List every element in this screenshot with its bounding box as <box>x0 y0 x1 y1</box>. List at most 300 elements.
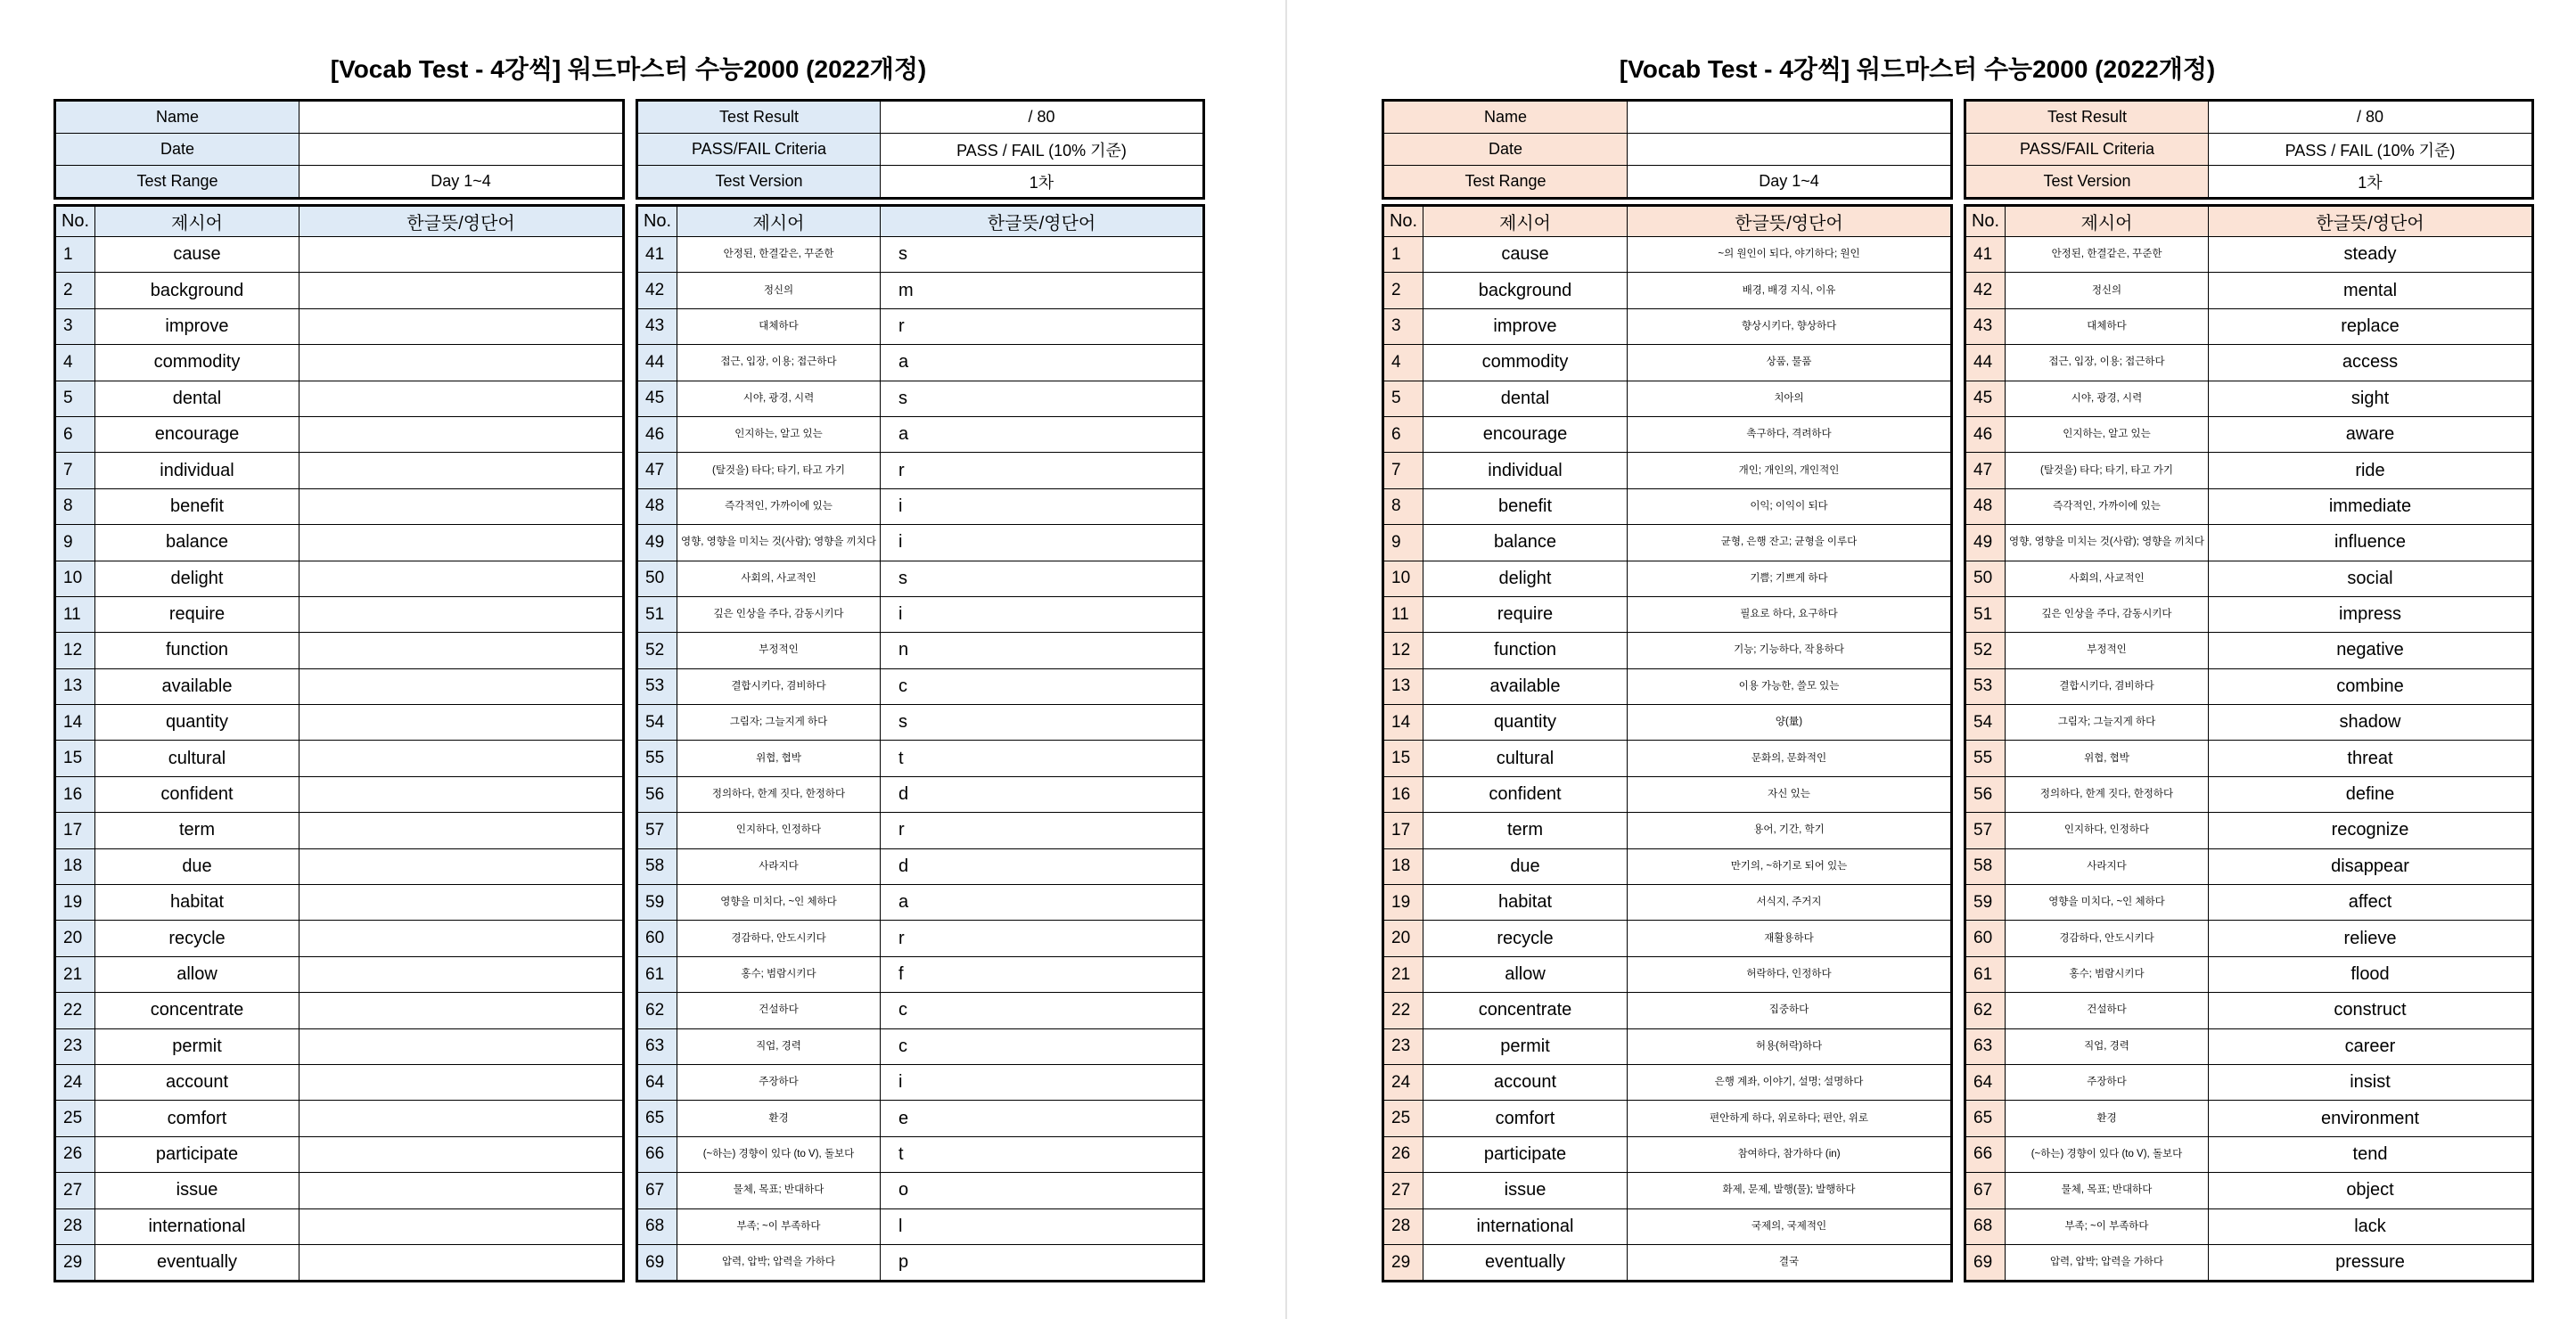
answer-field-hint[interactable]: s <box>881 561 1204 596</box>
table-row <box>55 921 624 956</box>
answer-field[interactable] <box>299 993 624 1028</box>
row-number: 55 <box>1965 741 2006 776</box>
row-number: 22 <box>1383 993 1423 1028</box>
headword: dental <box>95 381 299 416</box>
meaning-answer: 허락하다, 인정하다 <box>1628 956 1952 992</box>
headword: habitat <box>1423 885 1628 921</box>
criteria-label: PASS/FAIL Criteria <box>1965 134 2209 166</box>
table-row <box>637 596 1204 632</box>
word-answer: impress <box>2209 596 2533 632</box>
table-row <box>55 633 624 668</box>
answer-field[interactable] <box>299 1064 624 1100</box>
answer-field-hint[interactable]: s <box>881 381 1204 416</box>
table-row <box>1965 848 2533 884</box>
headword: confident <box>95 776 299 812</box>
meaning-answer: 참여하다, 참가하다 (in) <box>1628 1136 1952 1172</box>
table-row <box>1965 1208 2533 1244</box>
row-number: 56 <box>637 776 677 812</box>
row-number: 45 <box>1965 381 2006 416</box>
table-row <box>637 776 1204 812</box>
row-number: 62 <box>1965 993 2006 1028</box>
table-row <box>1965 1064 2533 1100</box>
student-info-table <box>1382 99 1953 200</box>
answer-field[interactable] <box>299 848 624 884</box>
table-row <box>637 848 1204 884</box>
row-number: 58 <box>637 848 677 884</box>
criteria-value: PASS / FAIL (10% 기준) <box>881 134 1204 166</box>
headword: habitat <box>95 885 299 921</box>
column-header-row <box>1383 206 1952 237</box>
row-number: 53 <box>637 668 677 704</box>
meaning-answer: 서식지, 주거지 <box>1628 885 1952 921</box>
headword: issue <box>1423 1173 1628 1208</box>
name-field[interactable] <box>1628 101 1952 134</box>
headword: background <box>1423 273 1628 308</box>
meaning-prompt: 안정된, 한결같은, 꾸준한 <box>2006 237 2209 273</box>
answer-field[interactable] <box>299 885 624 921</box>
row-number: 12 <box>55 633 95 668</box>
word-answer: access <box>2209 345 2533 381</box>
table-row <box>1965 921 2533 956</box>
table-row <box>1965 1028 2533 1064</box>
row-number: 51 <box>1965 596 2006 632</box>
column-header-headword: 제시어 <box>1423 206 1628 237</box>
answer-field-hint[interactable]: p <box>881 1244 1204 1281</box>
meaning-answer: ~의 원인이 되다, 야기하다; 원인 <box>1628 237 1952 273</box>
meaning-prompt: 물체, 목표; 반대하다 <box>2006 1173 2209 1208</box>
answer-field-hint[interactable]: c <box>881 993 1204 1028</box>
table-row <box>637 668 1204 704</box>
table-row <box>55 813 624 848</box>
word-answer: pressure <box>2209 1244 2533 1281</box>
answer-field-hint[interactable]: d <box>881 848 1204 884</box>
meaning-prompt: 정신의 <box>677 273 881 308</box>
table-row <box>55 705 624 741</box>
row-number: 2 <box>55 273 95 308</box>
table-row <box>1383 1064 1952 1100</box>
answer-field-hint[interactable]: l <box>881 1208 1204 1244</box>
row-number: 18 <box>1383 848 1423 884</box>
answer-field-hint[interactable]: s <box>881 705 1204 741</box>
answer-field-hint[interactable]: f <box>881 956 1204 992</box>
table-row <box>1965 561 2533 596</box>
meaning-prompt: (~하는) 경향이 있다 (to V), 돌보다 <box>677 1136 881 1172</box>
word-answer: ride <box>2209 453 2533 488</box>
table-row <box>1965 596 2533 632</box>
table-row <box>1965 633 2533 668</box>
word-answer: career <box>2209 1028 2533 1064</box>
meaning-answer: 필요로 하다, 요구하다 <box>1628 596 1952 632</box>
headword: encourage <box>1423 416 1628 452</box>
row-number: 42 <box>1965 273 2006 308</box>
name-label: Name <box>1383 101 1628 134</box>
table-row <box>1965 668 2533 704</box>
row-number: 49 <box>1965 525 2006 561</box>
row-number: 57 <box>637 813 677 848</box>
row-number: 43 <box>637 308 677 344</box>
answer-field-hint[interactable]: o <box>881 1173 1204 1208</box>
answer-field-hint[interactable]: t <box>881 741 1204 776</box>
table-row <box>55 1028 624 1064</box>
answer-field-hint[interactable]: a <box>881 416 1204 452</box>
table-row <box>637 1136 1204 1172</box>
word-answer: sight <box>2209 381 2533 416</box>
row-number: 9 <box>55 525 95 561</box>
row-number: 10 <box>55 561 95 596</box>
meaning-prompt: 주장하다 <box>2006 1064 2209 1100</box>
answer-field-hint[interactable]: e <box>881 1101 1204 1136</box>
date-field[interactable] <box>1628 134 1952 166</box>
headword: account <box>1423 1064 1628 1100</box>
column-header-row <box>637 206 1204 237</box>
row-number: 28 <box>1383 1208 1423 1244</box>
row-number: 29 <box>55 1244 95 1281</box>
row-number: 59 <box>1965 885 2006 921</box>
meaning-prompt: 영향을 미치다, ~인 체하다 <box>677 885 881 921</box>
meaning-answer: 편안하게 하다, 위로하다; 편안, 위로 <box>1628 1101 1952 1136</box>
meaning-prompt: 인지하는, 알고 있는 <box>2006 416 2209 452</box>
row-number: 47 <box>637 453 677 488</box>
headword: international <box>95 1208 299 1244</box>
table-row <box>637 308 1204 344</box>
version-label: Test Version <box>1965 166 2209 199</box>
answer-field-hint[interactable]: d <box>881 776 1204 812</box>
answer-field[interactable] <box>299 416 624 452</box>
meaning-answer: 개인; 개인의, 개인적인 <box>1628 453 1952 488</box>
answer-field[interactable] <box>299 345 624 381</box>
row-number: 18 <box>55 848 95 884</box>
table-row <box>1965 237 2533 273</box>
answer-field-hint[interactable]: r <box>881 308 1204 344</box>
headword: recycle <box>1423 921 1628 956</box>
row-number: 2 <box>1383 273 1423 308</box>
answer-field-hint[interactable]: i <box>881 488 1204 524</box>
row-number: 6 <box>1383 416 1423 452</box>
criteria-value: PASS / FAIL (10% 기준) <box>2209 134 2533 166</box>
answer-field[interactable] <box>299 596 624 632</box>
headword: require <box>95 596 299 632</box>
table-row <box>1383 633 1952 668</box>
answer-field-hint[interactable]: c <box>881 668 1204 704</box>
table-row <box>55 848 624 884</box>
table-row <box>637 1028 1204 1064</box>
column-header-answer: 한글뜻/영단어 <box>2209 206 2533 237</box>
answer-field[interactable] <box>299 705 624 741</box>
headword: commodity <box>95 345 299 381</box>
answer-field[interactable] <box>299 1101 624 1136</box>
column-header-no: No. <box>1965 206 2006 237</box>
answer-field-hint[interactable]: i <box>881 596 1204 632</box>
row-number: 61 <box>637 956 677 992</box>
answer-field[interactable] <box>299 525 624 561</box>
answer-field[interactable] <box>299 308 624 344</box>
meaning-prompt: 정신의 <box>2006 273 2209 308</box>
word-answer: construct <box>2209 993 2533 1028</box>
headword: term <box>95 813 299 848</box>
table-row <box>1383 488 1952 524</box>
headword: function <box>95 633 299 668</box>
row-number: 59 <box>637 885 677 921</box>
answer-field-hint[interactable]: a <box>881 885 1204 921</box>
row-number: 20 <box>55 921 95 956</box>
meaning-prompt: 홍수; 범람시키다 <box>677 956 881 992</box>
meaning-answer: 이용 가능한, 쓸모 있는 <box>1628 668 1952 704</box>
headword: account <box>95 1064 299 1100</box>
column-header-answer: 한글뜻/영단어 <box>1628 206 1952 237</box>
headword: confident <box>1423 776 1628 812</box>
table-row <box>55 993 624 1028</box>
meaning-answer: 문화의, 문화적인 <box>1628 741 1952 776</box>
table-row <box>1383 668 1952 704</box>
row-number: 13 <box>1383 668 1423 704</box>
headword: participate <box>1423 1136 1628 1172</box>
answer-field[interactable] <box>299 1173 624 1208</box>
answer-field-hint[interactable]: a <box>881 345 1204 381</box>
table-row <box>1965 273 2533 308</box>
table-row <box>637 1208 1204 1244</box>
table-row <box>55 237 624 273</box>
row-number: 16 <box>55 776 95 812</box>
criteria-label: PASS/FAIL Criteria <box>637 134 881 166</box>
word-answer: define <box>2209 776 2533 812</box>
table-row <box>1383 993 1952 1028</box>
meaning-prompt: 인지하다, 인정하다 <box>2006 813 2209 848</box>
word-answer: relieve <box>2209 921 2533 956</box>
table-row <box>1383 848 1952 884</box>
row-number: 11 <box>1383 596 1423 632</box>
row-number: 3 <box>55 308 95 344</box>
row-number: 47 <box>1965 453 2006 488</box>
answer-field[interactable] <box>299 956 624 992</box>
row-number: 41 <box>637 237 677 273</box>
date-label: Date <box>1383 134 1628 166</box>
table-row <box>55 453 624 488</box>
name-label: Name <box>55 101 299 134</box>
table-row <box>55 416 624 452</box>
word-table-left <box>53 204 625 1282</box>
answer-field[interactable] <box>299 561 624 596</box>
answer-field[interactable] <box>299 453 624 488</box>
table-row <box>55 273 624 308</box>
answer-field-hint[interactable]: r <box>881 921 1204 956</box>
row-number: 23 <box>55 1028 95 1064</box>
headword: due <box>95 848 299 884</box>
headword: concentrate <box>95 993 299 1028</box>
table-row <box>1383 741 1952 776</box>
answer-field-hint[interactable]: i <box>881 525 1204 561</box>
answer-field-hint[interactable]: t <box>881 1136 1204 1172</box>
table-row <box>637 1064 1204 1100</box>
headword: quantity <box>95 705 299 741</box>
headword: concentrate <box>1423 993 1628 1028</box>
table-row <box>637 273 1204 308</box>
column-header-no: No. <box>637 206 677 237</box>
word-answer: disappear <box>2209 848 2533 884</box>
meaning-answer: 양(量) <box>1628 705 1952 741</box>
table-row <box>1965 453 2533 488</box>
result-info-table <box>636 99 1205 200</box>
column-header-no: No. <box>1383 206 1423 237</box>
row-number: 53 <box>1965 668 2006 704</box>
row-number: 29 <box>1383 1244 1423 1281</box>
headword: comfort <box>95 1101 299 1136</box>
answer-field[interactable] <box>299 776 624 812</box>
table-row <box>1383 1136 1952 1172</box>
answer-field[interactable] <box>299 1244 624 1281</box>
row-number: 51 <box>637 596 677 632</box>
meaning-prompt: 인지하는, 알고 있는 <box>677 416 881 452</box>
row-number: 46 <box>637 416 677 452</box>
answer-field-hint[interactable]: c <box>881 1028 1204 1064</box>
range-value: Day 1~4 <box>299 166 624 199</box>
meaning-answer: 용어, 기간, 학기 <box>1628 813 1952 848</box>
answer-field[interactable] <box>299 237 624 273</box>
table-row <box>637 381 1204 416</box>
row-number: 17 <box>55 813 95 848</box>
meaning-answer: 이익; 이익이 되다 <box>1628 488 1952 524</box>
table-row <box>55 561 624 596</box>
table-row <box>1383 705 1952 741</box>
answer-field-hint[interactable]: n <box>881 633 1204 668</box>
meaning-prompt: 그림자; 그늘지게 하다 <box>2006 705 2209 741</box>
table-row <box>1965 956 2533 992</box>
row-number: 60 <box>637 921 677 956</box>
row-number: 22 <box>55 993 95 1028</box>
table-row <box>637 237 1204 273</box>
row-number: 1 <box>1383 237 1423 273</box>
headword: balance <box>1423 525 1628 561</box>
meaning-answer: 기능; 기능하다, 작용하다 <box>1628 633 1952 668</box>
answer-field[interactable] <box>299 741 624 776</box>
column-header-answer: 한글뜻/영단어 <box>881 206 1204 237</box>
headword: allow <box>95 956 299 992</box>
meaning-prompt: 시야, 광경, 시력 <box>2006 381 2209 416</box>
result-label: Test Result <box>637 101 881 134</box>
answer-field[interactable] <box>299 1208 624 1244</box>
meaning-answer: 결국 <box>1628 1244 1952 1281</box>
row-number: 23 <box>1383 1028 1423 1064</box>
answer-field-hint[interactable]: r <box>881 813 1204 848</box>
answer-field-hint[interactable]: s <box>881 237 1204 273</box>
table-row <box>55 525 624 561</box>
table-row <box>1383 1208 1952 1244</box>
headword: allow <box>1423 956 1628 992</box>
headword: balance <box>95 525 299 561</box>
word-answer: replace <box>2209 308 2533 344</box>
answer-field[interactable] <box>299 488 624 524</box>
table-row <box>55 1064 624 1100</box>
table-row <box>1383 308 1952 344</box>
meaning-prompt: 정의하다, 한계 짓다, 한정하다 <box>677 776 881 812</box>
answer-field[interactable] <box>299 921 624 956</box>
table-row <box>637 705 1204 741</box>
table-row <box>55 668 624 704</box>
meaning-prompt: 환경 <box>677 1101 881 1136</box>
headword: permit <box>95 1028 299 1064</box>
row-number: 9 <box>1383 525 1423 561</box>
table-row <box>55 308 624 344</box>
row-number: 4 <box>1383 345 1423 381</box>
answer-field-hint[interactable]: m <box>881 273 1204 308</box>
meaning-prompt: 건설하다 <box>677 993 881 1028</box>
row-number: 50 <box>1965 561 2006 596</box>
date-label: Date <box>55 134 299 166</box>
row-number: 66 <box>637 1136 677 1172</box>
answer-field[interactable] <box>299 668 624 704</box>
word-answer: social <box>2209 561 2533 596</box>
meaning-prompt: 접근, 입장, 이용; 접근하다 <box>2006 345 2209 381</box>
row-number: 3 <box>1383 308 1423 344</box>
table-row <box>1965 381 2533 416</box>
table-row <box>55 381 624 416</box>
headword: available <box>1423 668 1628 704</box>
answer-field[interactable] <box>299 633 624 668</box>
row-number: 19 <box>1383 885 1423 921</box>
answer-field[interactable] <box>299 381 624 416</box>
date-field[interactable] <box>299 134 624 166</box>
meaning-prompt: 사라지다 <box>2006 848 2209 884</box>
meaning-prompt: 깊은 인상을 주다, 감동시키다 <box>677 596 881 632</box>
table-row <box>1965 741 2533 776</box>
row-number: 8 <box>55 488 95 524</box>
table-row <box>637 956 1204 992</box>
headword: permit <box>1423 1028 1628 1064</box>
table-row <box>55 1244 624 1281</box>
name-field[interactable] <box>299 101 624 134</box>
row-number: 13 <box>55 668 95 704</box>
row-number: 28 <box>55 1208 95 1244</box>
row-number: 54 <box>637 705 677 741</box>
row-number: 24 <box>55 1064 95 1100</box>
table-row <box>1383 813 1952 848</box>
answer-field[interactable] <box>299 273 624 308</box>
table-row <box>637 416 1204 452</box>
table-row <box>1383 776 1952 812</box>
row-number: 69 <box>637 1244 677 1281</box>
row-number: 7 <box>55 453 95 488</box>
table-row <box>637 345 1204 381</box>
answer-field[interactable] <box>299 1028 624 1064</box>
meaning-answer: 기쁨; 기쁘게 하다 <box>1628 561 1952 596</box>
row-number: 49 <box>637 525 677 561</box>
table-row <box>1965 308 2533 344</box>
table-row <box>1965 345 2533 381</box>
word-answer: object <box>2209 1173 2533 1208</box>
column-header-answer: 한글뜻/영단어 <box>299 206 624 237</box>
table-row <box>637 993 1204 1028</box>
word-answer: lack <box>2209 1208 2533 1244</box>
answer-field[interactable] <box>299 1136 624 1172</box>
row-number: 54 <box>1965 705 2006 741</box>
range-label: Test Range <box>1383 166 1628 199</box>
table-row <box>637 741 1204 776</box>
table-row <box>637 525 1204 561</box>
headword: eventually <box>1423 1244 1628 1281</box>
meaning-prompt: (탈것을) 타다; 타기, 타고 가기 <box>2006 453 2209 488</box>
table-row <box>55 956 624 992</box>
row-number: 68 <box>1965 1208 2006 1244</box>
table-row <box>1383 885 1952 921</box>
headword: due <box>1423 848 1628 884</box>
meaning-prompt: 압력, 압박; 압력을 가하다 <box>2006 1244 2209 1281</box>
row-number: 1 <box>55 237 95 273</box>
answer-table-left <box>1382 204 1953 1282</box>
answer-field[interactable] <box>299 813 624 848</box>
answer-field-hint[interactable]: r <box>881 453 1204 488</box>
answer-field-hint[interactable]: i <box>881 1064 1204 1100</box>
meaning-prompt: 즉각적인, 가까이에 있는 <box>2006 488 2209 524</box>
result-label: Test Result <box>1965 101 2209 134</box>
